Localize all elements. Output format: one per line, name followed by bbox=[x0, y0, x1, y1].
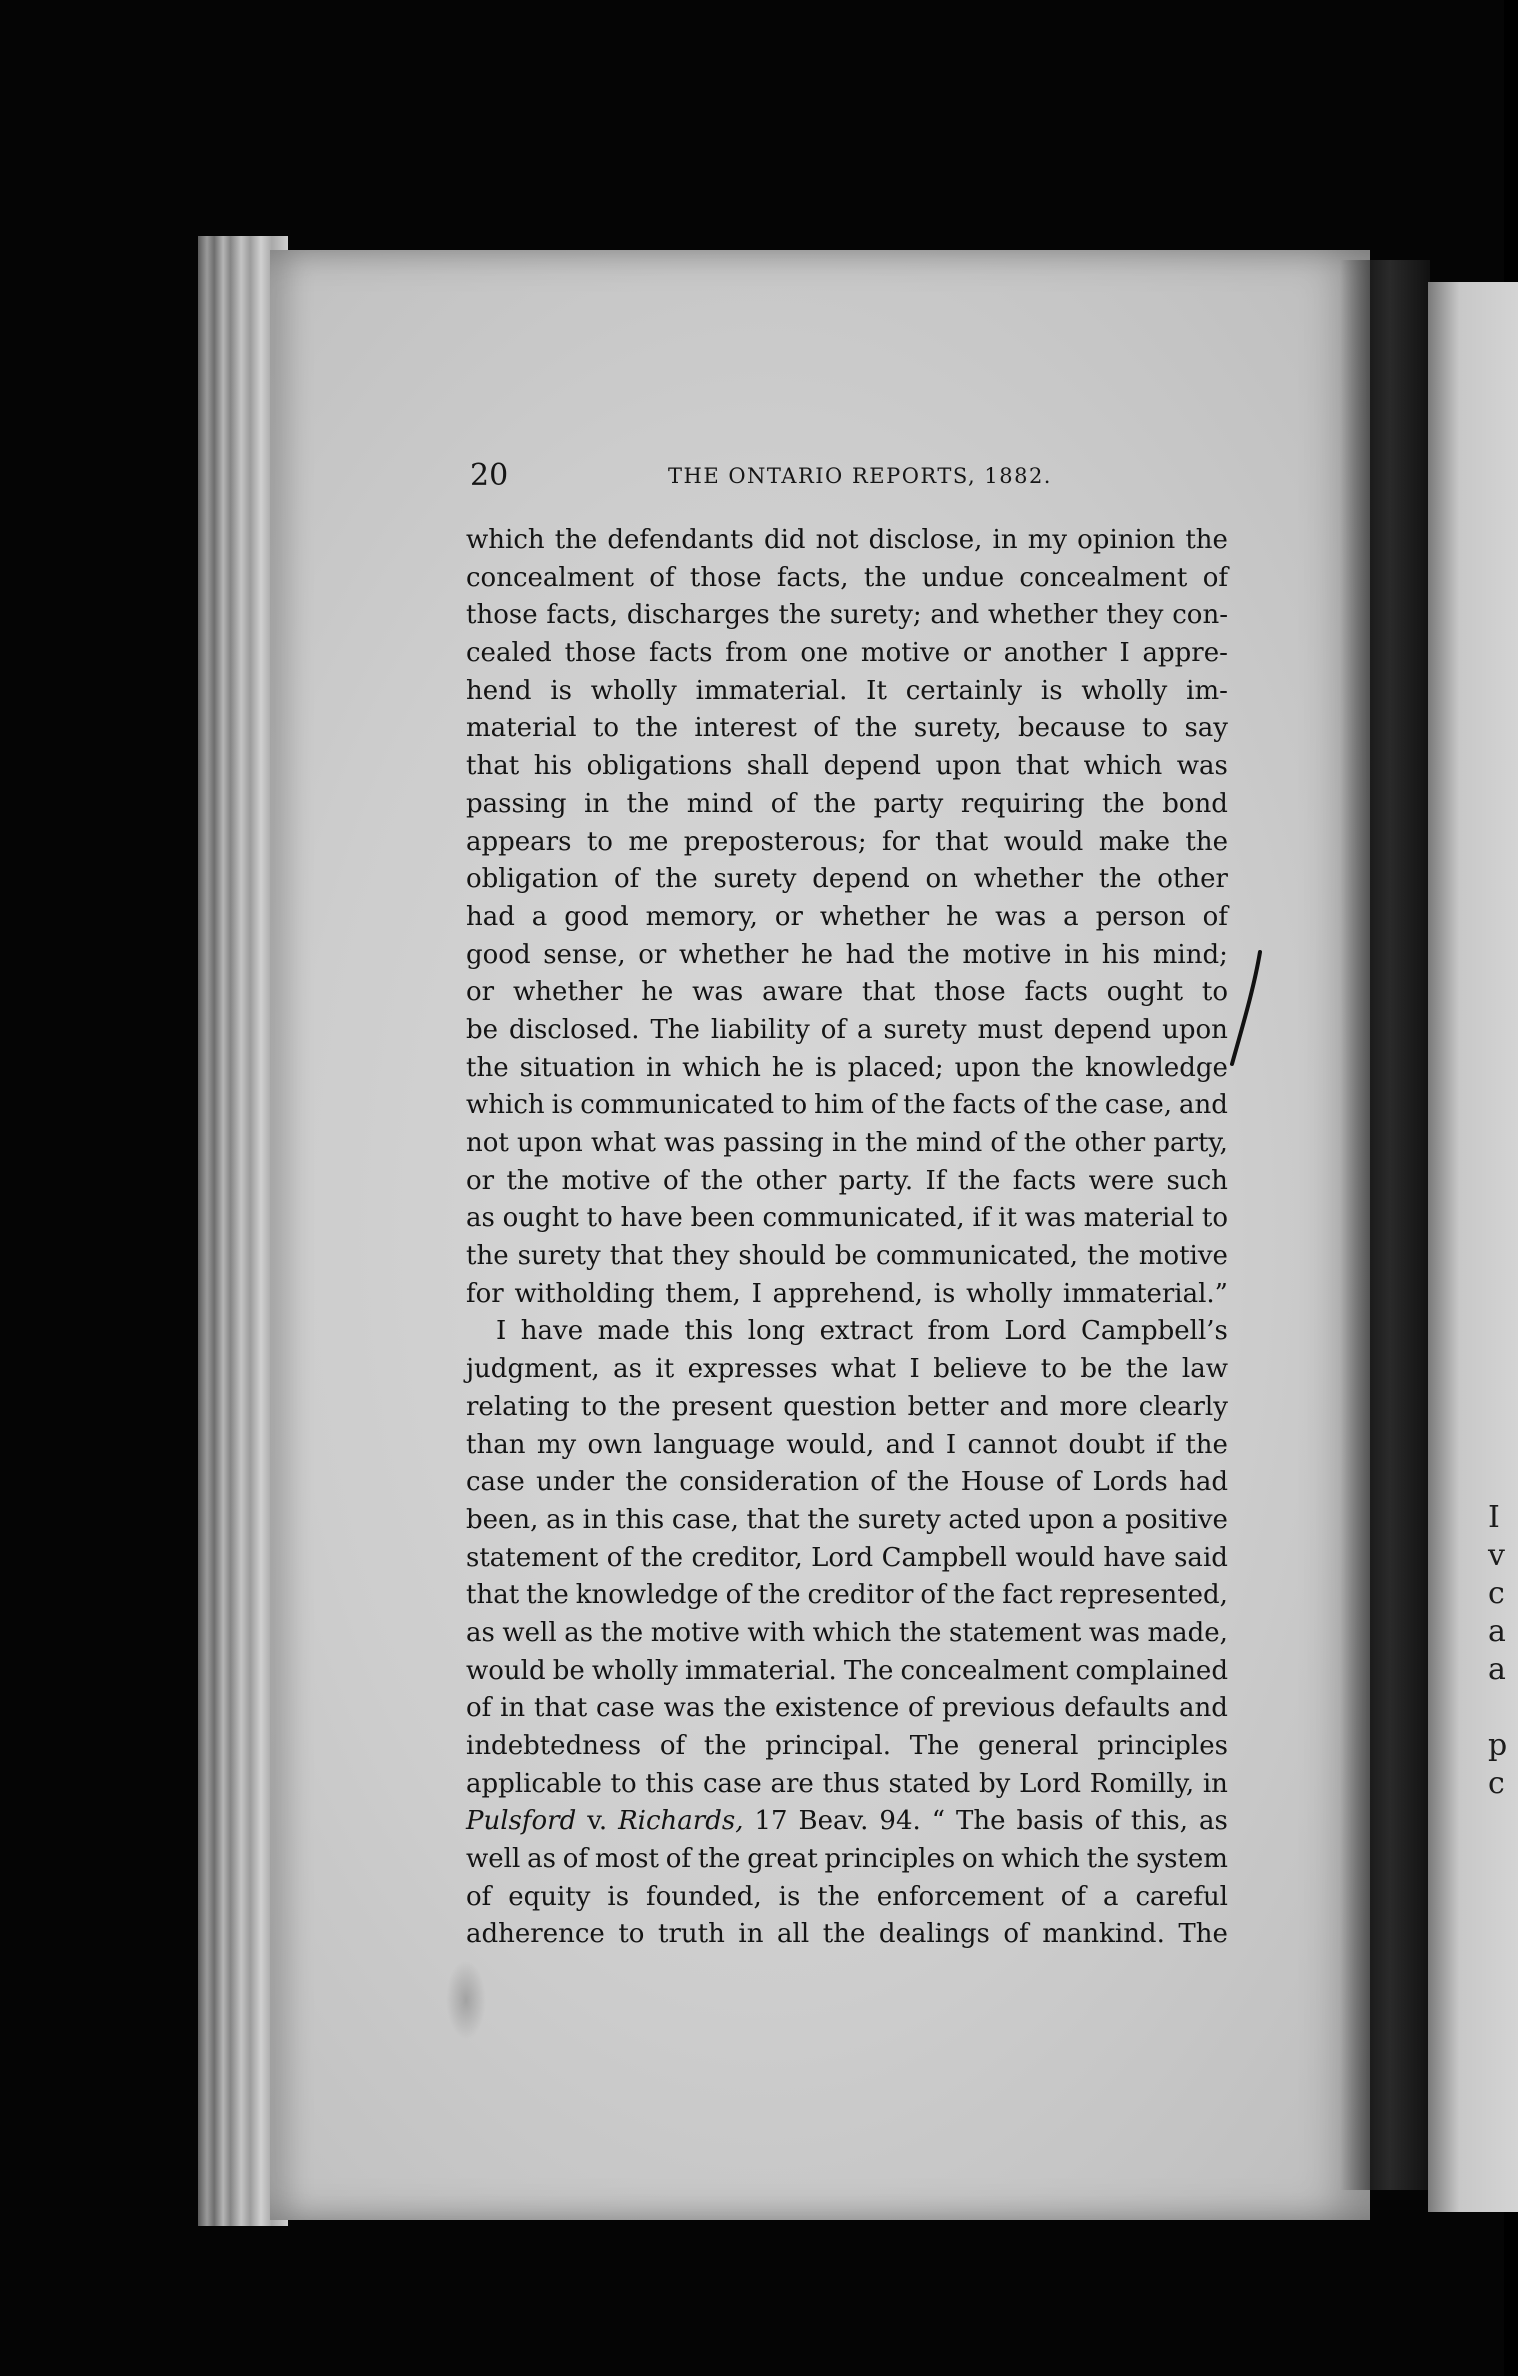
text-line: concealment of those facts, the undue concealment of bbox=[466, 562, 1228, 593]
facing-page-fragment: p bbox=[1488, 1728, 1508, 1763]
facing-page-fragment: c bbox=[1488, 1766, 1505, 1801]
text-line: as ought to have been communicated, if it was material to bbox=[466, 1203, 1228, 1234]
text-line: of in that case was the existence of previous defaults and bbox=[466, 1693, 1228, 1724]
text-line: Pulsford v. Richards, 17 Beav. 94. “ The basis of this, as bbox=[466, 1806, 1228, 1837]
spine-shadow bbox=[1340, 260, 1430, 2190]
text-line: the situation in which he is placed; upon the knowledge bbox=[466, 1052, 1228, 1083]
text-line: adherence to truth in all the dealings of mankind. The bbox=[466, 1919, 1228, 1950]
text-line: the surety that they should be communicated, the motive bbox=[466, 1241, 1228, 1272]
body-text bbox=[466, 522, 1228, 1954]
text-line: been, as in this case, that the surety acted upon a positive bbox=[466, 1504, 1228, 1535]
facing-page-fragment: I bbox=[1488, 1500, 1500, 1535]
page-number: 20 bbox=[470, 458, 509, 493]
text-line: that his obligations shall depend upon that which was bbox=[466, 751, 1228, 782]
text-line: well as of most of the great principles on which the system bbox=[466, 1844, 1228, 1875]
pen-mark-slash bbox=[1226, 948, 1266, 1068]
running-head: THE ONTARIO REPORTS, 1882. bbox=[668, 464, 1052, 488]
text-line: that the knowledge of the creditor of the fact represented, bbox=[466, 1580, 1228, 1611]
facing-page-fragment: v bbox=[1488, 1538, 1505, 1573]
text-line: or the motive of the other party. If the facts were such bbox=[466, 1165, 1228, 1196]
text-line: I have made this long extract from Lord Campbell’s bbox=[496, 1316, 1228, 1347]
text-line: or whether he was aware that those facts ought to bbox=[466, 977, 1228, 1008]
text-line: passing in the mind of the party requiring the bond bbox=[466, 788, 1228, 819]
text-line: cealed those facts from one motive or another I appre- bbox=[466, 638, 1228, 669]
text-line: which the defendants did not disclose, in my opinion the bbox=[466, 525, 1228, 555]
facing-page-edge bbox=[1428, 282, 1518, 2212]
text-line: be disclosed. The liability of a surety must depend upon bbox=[466, 1014, 1228, 1045]
text-line: would be wholly immaterial. The concealment complained bbox=[466, 1655, 1228, 1686]
text-line: statement of the creditor, Lord Campbell would have said bbox=[466, 1542, 1228, 1573]
text-line: as well as the motive with which the statement was made, bbox=[466, 1617, 1228, 1648]
text-line: not upon what was passing in the mind of the other party, bbox=[466, 1128, 1228, 1158]
text-line: indebtedness of the principal. The general principles bbox=[466, 1731, 1228, 1761]
page-header bbox=[470, 458, 1080, 498]
text-line: for witholding them, I apprehend, is wholly immaterial.” bbox=[466, 1278, 1228, 1309]
facing-page-fragment: c bbox=[1488, 1576, 1505, 1611]
ink-smudge bbox=[446, 1960, 486, 2040]
facing-page-fragment: a bbox=[1488, 1614, 1506, 1649]
facing-page-fragment: a bbox=[1488, 1652, 1506, 1687]
text-line: judgment, as it expresses what I believe to be the law bbox=[466, 1354, 1228, 1385]
text-line: relating to the present question better and more clearly bbox=[466, 1391, 1228, 1422]
text-line: obligation of the surety depend on whether the other bbox=[466, 864, 1228, 895]
text-line: those facts, discharges the surety; and whether they con- bbox=[466, 600, 1228, 631]
text-line: good sense, or whether he had the motive in his mind; bbox=[466, 939, 1228, 970]
text-line: than my own language would, and I cannot doubt if the bbox=[466, 1429, 1228, 1460]
text-line: had a good memory, or whether he was a person of bbox=[466, 901, 1228, 932]
text-line: case under the consideration of the House of Lords had bbox=[466, 1467, 1228, 1498]
text-line: applicable to this case are thus stated by Lord Romilly, in bbox=[466, 1768, 1228, 1799]
text-line: appears to me preposterous; for that would make the bbox=[466, 826, 1228, 857]
text-line: of equity is founded, is the enforcement of a careful bbox=[466, 1881, 1228, 1912]
text-line: material to the interest of the surety, because to say bbox=[466, 713, 1228, 744]
text-line: which is communicated to him of the facts of the case, and bbox=[466, 1090, 1228, 1121]
text-line: hend is wholly immaterial. It certainly is wholly im- bbox=[466, 675, 1228, 706]
